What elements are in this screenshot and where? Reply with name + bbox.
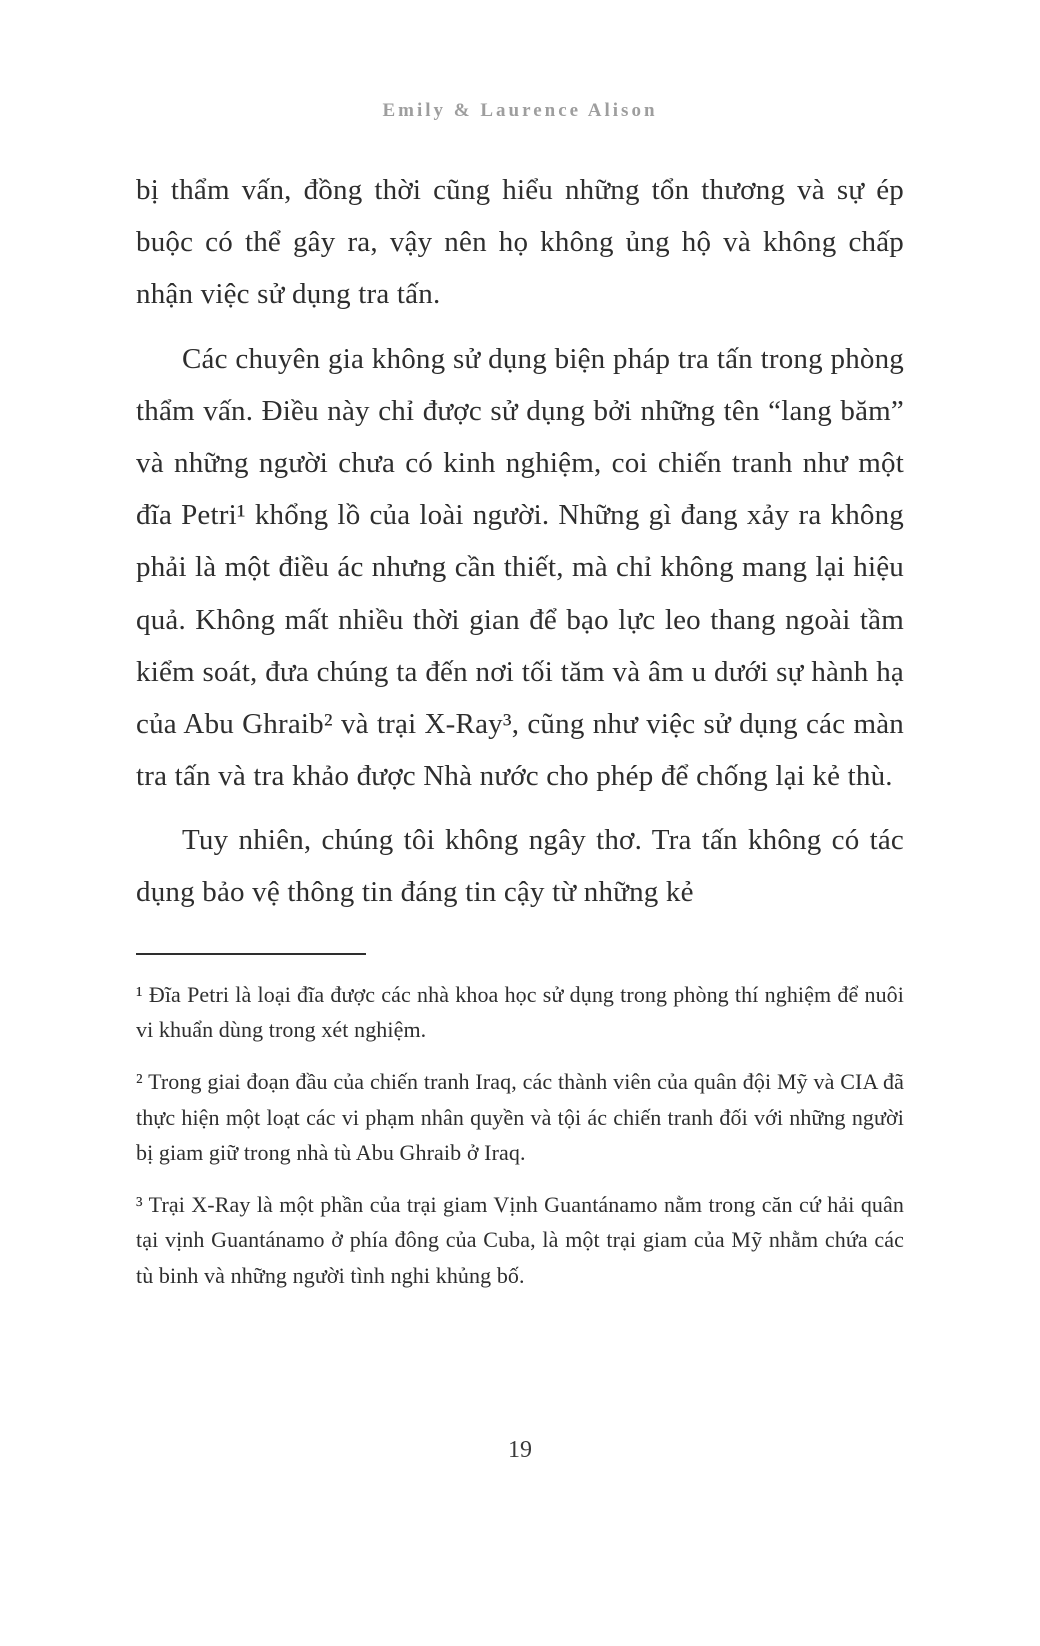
footnote-separator [136,953,366,955]
paragraph: Tuy nhiên, chúng tôi không ngây thơ. Tra tấn không có tác dụng bảo vệ thông tin đáng tin cậy từ những kẻ [136,824,904,909]
footnotes-section [136,977,904,1294]
paragraph: Các chuyên gia không sử dụng biện pháp tra tấn trong phòng thẩm vấn. Điều này chỉ được sử dụng bởi những tên “lang băm” và những người chưa có kinh nghiệm, coi chiến tranh như một đĩa Petri¹ khổng lồ của loài người. Những gì đang xảy ra không phải là một điều ác nhưng cần thiết, mà chỉ không mang lại hiệu quả. Không mất nhiều thời gian để bạo lực leo thang ngoài tầm kiểm soát, đưa chúng ta đến nơi tối tăm và âm u dưới sự hành hạ của Abu Ghraib² và trại X-Ray³, cũng như việc sử dụng các màn tra tấn và tra khảo được Nhà nước cho phép để chống lại kẻ thù. [136,342,904,793]
paragraph-continuation: bị thẩm vấn, đồng thời cũng hiểu những tổn thương và sự ép buộc có thể gây ra, vậy nên họ không ủng hộ và không chấp nhận việc sử dụng tra tấn. [136,174,904,311]
footnote: ¹ Đĩa Petri là loại đĩa được các nhà khoa học sử dụng trong phòng thí nghiệm để nuôi vi khuẩn dùng trong xét nghiệm. [136,981,904,1043]
footnote: ³ Trại X-Ray là một phần của trại giam Vịnh Guantánamo nằm trong căn cứ hải quân tại vịnh Guantánamo ở phía đông của Cuba, là một trại giam của Mỹ nhằm chứa các tù binh và những người tình nghi khủng bố. [136,1191,904,1288]
body-text [136,164,904,919]
page-number: 19 [508,1437,532,1463]
footnote: ² Trong giai đoạn đầu của chiến tranh Iraq, các thành viên của quân đội Mỹ và CIA đã thực hiện một loạt các vi phạm nhân quyền và tội ác chiến tranh đối với những người bị giam giữ trong nhà tù Abu Ghraib ở Iraq. [136,1068,904,1166]
running-header: Emily & Laurence Alison [382,100,658,121]
